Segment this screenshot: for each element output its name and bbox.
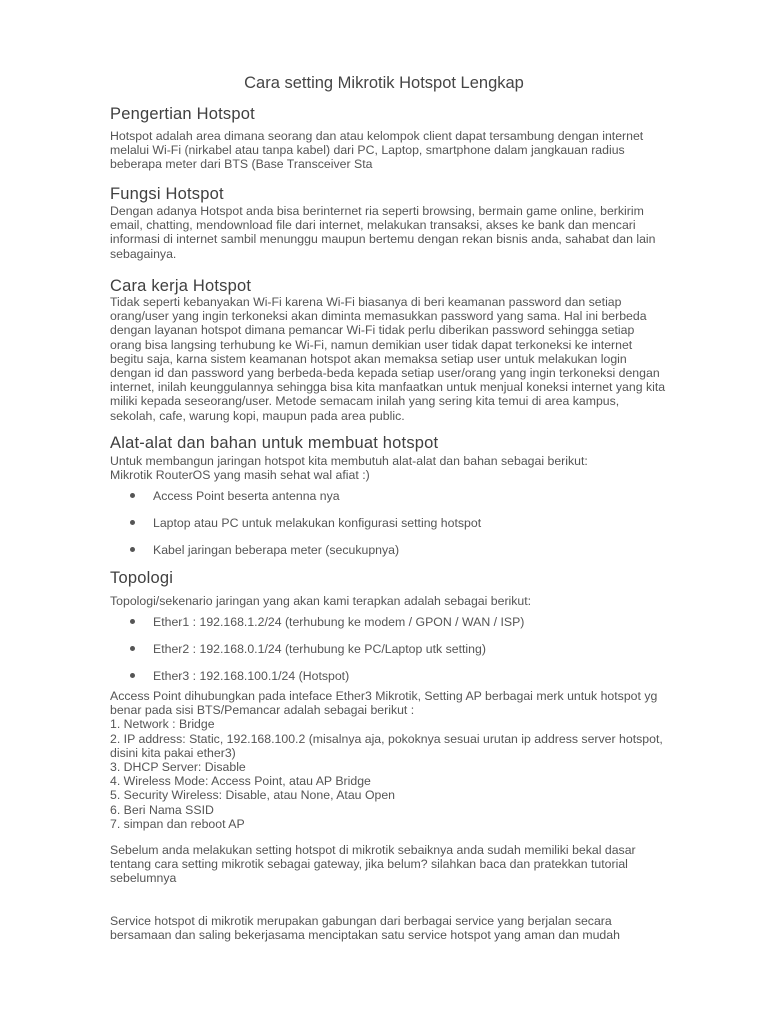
text-line: sekolah, cafe, warung kopi, maupun pada area public. [110,408,405,423]
text-line: tentang cara setting mikrotik sebagai gateway, jika belum? silahkan baca dan pratekkan tutorial [110,857,628,872]
paragraph-pengertian [110,129,710,172]
paragraph-ap-setting [110,689,710,831]
list-item-text: Ether2 : 192.168.0.1/24 (terhubung ke PC/Laptop utk setting) [153,642,486,656]
text-line: dengan id dan password yang berbeda-beda kepada setiap user/orang yang ingin terkoneksi dengan [110,366,660,381]
text-line: 1. Network : Bridge [110,717,215,732]
text-line: informasi di internet sambil menunggu maupun bertemu dengan rekan bisnis anda, sahabat dan lain [110,232,656,247]
text-line: Tidak seperti kebanyakan Wi-Fi karena Wi-Fi biasanya di beri keamanan password dan setiap [110,295,622,309]
bullet-icon [130,520,135,525]
heading-cara-kerja: Cara kerja Hotspot [110,277,252,295]
list-item-text: Laptop atau PC untuk melakukan konfigurasi setting hotspot [153,516,482,530]
heading-fungsi: Fungsi Hotspot [110,185,224,203]
text-line: 6. Beri Nama SSID [110,802,214,817]
list-item-text: Access Point beserta antenna nya [153,489,340,503]
list-item [130,615,524,629]
list-item [130,669,349,683]
text-line: email, chatting, mendownload file dari internet, melakukan transaksi, akses ke bank dan mencari [110,218,636,233]
text-line: orang/user yang ingin terkoneksi akan diminta memasukkan password yang sama. Hal ini berbeda [110,309,647,324]
text-line: Mikrotik RouterOS yang masih sehat wal afiat :) [110,468,370,483]
heading-alat-bahan: Alat-alat dan bahan untuk membuat hotspot [110,434,439,452]
text-line: Access Point dihubungkan pada inteface Ether3 Mikrotik, Setting AP berbagai merk untuk hotspot yg [110,689,658,703]
text-line: sebelumnya [110,871,177,886]
paragraph-alat-bahan [110,454,710,482]
bullet-icon [130,493,135,498]
heading-pengertian: Pengertian Hotspot [110,105,255,123]
text-line: bersamaan dan saling bekerjasama menciptakan satu service hotspot yang aman dan mudah [110,928,620,943]
text-line: dengan layanan hotspot dimana pemancar Wi-Fi tidak perlu diberikan password sehingga setiap [110,323,635,338]
list-item [130,516,481,530]
bullet-icon [130,646,135,651]
text-line: internet, inilah keunggulannya sehingga bisa kita manfaatkan untuk menjual koneksi internet yang kita [110,380,666,395]
text-line: miliki kepada seseorang/user. Metode semacam inilah yang sering kita temui di area kampus, [110,394,620,409]
text-line: Service hotspot di mikrotik merupakan gabungan dari berbagai service yang berjalan secara [110,914,612,928]
text-line: 3. DHCP Server: Disable [110,760,246,775]
document-title: Cara setting Mikrotik Hotspot Lengkap [244,74,524,92]
bullet-icon [130,673,135,678]
paragraph-fungsi [110,204,710,261]
text-line: 2. IP address: Static, 192.168.100.2 (misalnya aja, pokoknya sesuai urutan ip address server hotspot, [110,731,663,746]
list-item-text: Kabel jaringan beberapa meter (secukupnya) [153,543,400,557]
text-line: disini kita pakai ether3) [110,745,236,760]
paragraph-sebelum [110,843,710,886]
text-line: orang bisa langsing terhubung ke Wi-Fi, namun demikian user tidak dapat terkoneksi ke internet [110,337,633,352]
text-line: 4. Wireless Mode: Access Point, atau AP Bridge [110,774,371,789]
bullet-icon [130,619,135,624]
list-item [130,642,486,656]
list-item-text: Ether1 : 192.168.1.2/24 (terhubung ke modem / GPON / WAN / ISP) [153,615,525,629]
text-line: melalui Wi-Fi (nirkabel atau tanpa kabel) dari PC, Laptop, smartphone dalam jangkauan radius [110,143,625,158]
paragraph-cara-kerja [110,295,710,423]
text-line: 7. simpan dan reboot AP [110,816,245,831]
paragraph-topologi-intro [110,594,710,608]
text-line: Topologi/sekenario jaringan yang akan kami terapkan adalah sebagai berikut: [110,594,532,608]
heading-topologi: Topologi [110,569,174,587]
bullet-icon [130,547,135,552]
list-item [130,543,399,557]
text-line: beberapa meter dari BTS (Base Transceiver Sta [110,157,373,172]
list-item [130,489,340,503]
paragraph-service [110,914,710,942]
list-item-text: Ether3 : 192.168.100.1/24 (Hotspot) [153,669,350,683]
text-line: benar pada sisi BTS/Pemancar adalah sebagai berikut : [110,703,415,718]
text-line: 5. Security Wireless: Disable, atau None, Atau Open [110,788,396,803]
text-line: sebagainya. [110,246,177,261]
text-line: Untuk membangun jaringan hotspot kita membutuh alat-alat dan bahan sebagai berikut: [110,454,588,468]
text-line: Hotspot adalah area dimana seorang dan atau kelompok client dapat tersambung dengan internet [110,129,644,143]
text-line: Dengan adanya Hotspot anda bisa berinternet ria seperti browsing, bermain game online, berkirim [110,204,644,218]
text-line: begitu saja, karna sistem keamanan hotspot akan memaksa setiap user untuk melakukan login [110,351,627,366]
text-line: Sebelum anda melakukan setting hotspot di mikrotik sebaiknya anda sudah memiliki bekal dasar [110,843,636,857]
